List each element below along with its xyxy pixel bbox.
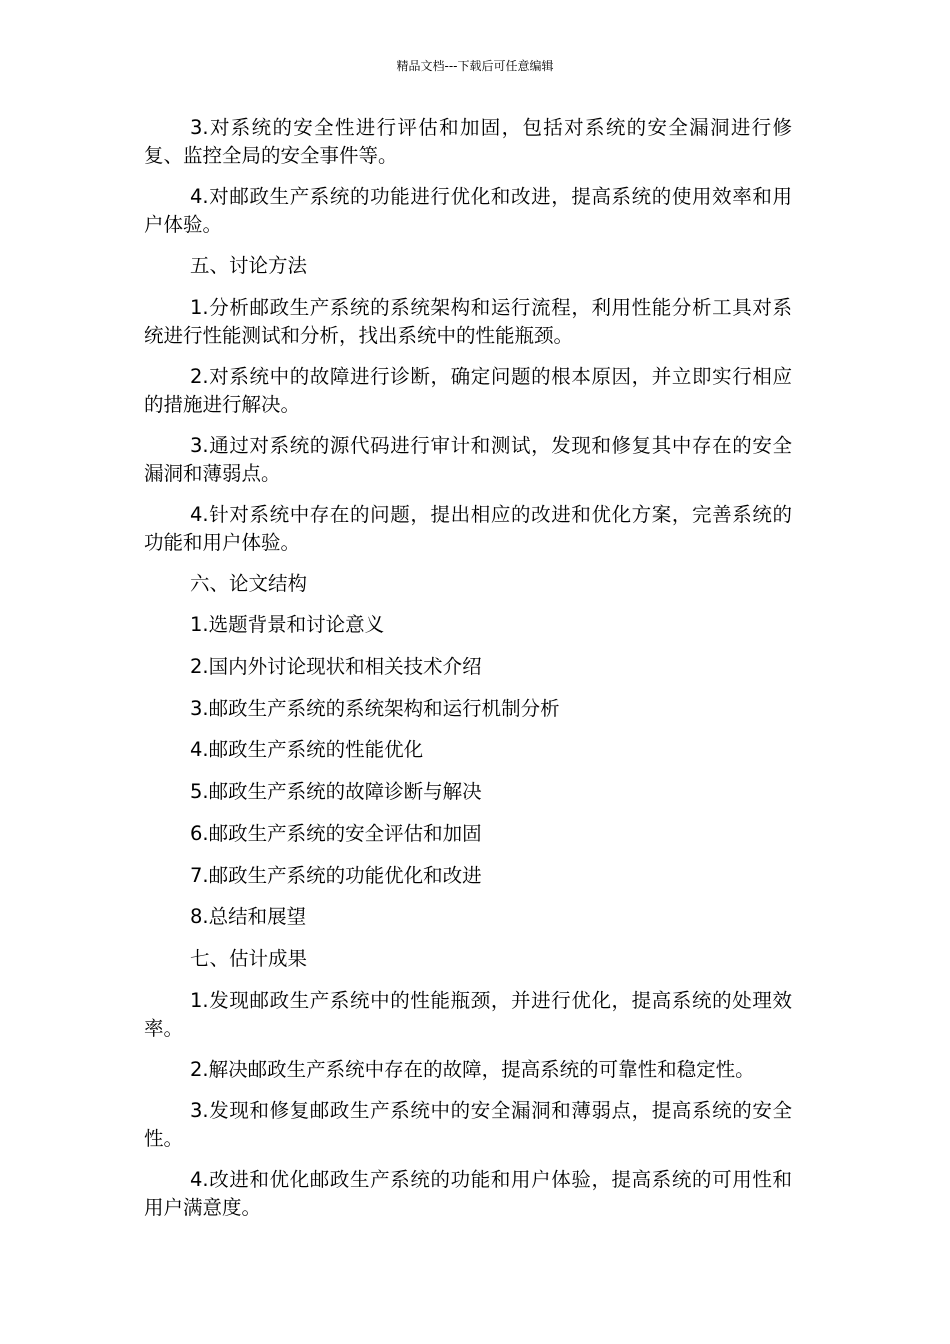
structure-item-5: 5.邮政生产系统的故障诊断与解决 xyxy=(190,780,482,804)
structure-item-1: 1.选题背景和讨论意义 xyxy=(190,613,385,637)
structure-item-4: 4.邮政生产系统的性能优化 xyxy=(190,738,424,762)
result-item-2: 2.解决邮政生产系统中存在的故障，提高系统的可靠性和稳定性。 xyxy=(190,1057,755,1081)
page-header: 精品文档---下载后可任意编辑 xyxy=(396,59,554,73)
method-item-3: 3.通过对系统的源代码进行审计和测试，发现和修复其中存在的安全漏洞和薄弱点。 xyxy=(144,433,792,485)
document-body xyxy=(144,114,792,1235)
structure-item-3: 3.邮政生产系统的系统架构和运行机制分析 xyxy=(190,696,560,720)
structure-item-6: 6.邮政生产系统的安全评估和加固 xyxy=(190,821,482,845)
section-heading-methods: 五、讨论方法 xyxy=(190,254,308,277)
paragraph-security-eval: 3.对系统的安全性进行评估和加固，包括对系统的安全漏洞进行修复、监控全局的安全事件等。 xyxy=(144,116,792,167)
section-heading-structure: 六、论文结构 xyxy=(190,571,308,595)
structure-item-8: 8.总结和展望 xyxy=(190,905,307,929)
result-item-1: 1.发现邮政生产系统中的性能瓶颈，并进行优化，提高系统的处理效率。 xyxy=(144,988,792,1040)
method-item-4: 4.针对系统中存在的问题，提出相应的改进和优化方案，完善系统的功能和用户体验。 xyxy=(144,502,792,554)
paragraph-function-optimize: 4.对邮政生产系统的功能进行优化和改进，提高系统的使用效率和用户体验。 xyxy=(144,185,792,236)
result-item-4: 4.改进和优化邮政生产系统的功能和用户体验，提高系统的可用性和用户满意度。 xyxy=(144,1168,792,1220)
structure-item-7: 7.邮政生产系统的功能优化和改进 xyxy=(190,863,482,887)
result-item-3: 3.发现和修复邮政生产系统中的安全漏洞和薄弱点，提高系统的安全性。 xyxy=(144,1099,792,1151)
section-heading-results: 七、估计成果 xyxy=(190,946,308,970)
structure-item-2: 2.国内外讨论现状和相关技术介绍 xyxy=(190,655,482,679)
method-item-2: 2.对系统中的故障进行诊断，确定问题的根本原因，并立即实行相应的措施进行解决。 xyxy=(144,364,792,416)
method-item-1: 1.分析邮政生产系统的系统架构和运行流程，利用性能分析工具对系统进行性能测试和分析，找出系统中的性能瓶颈。 xyxy=(144,295,792,347)
